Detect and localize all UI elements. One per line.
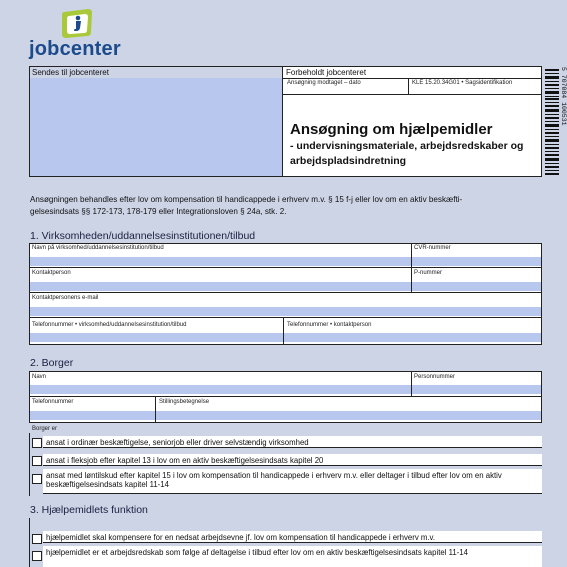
barcode-number: 5 707084 100531 [560,67,567,126]
form-subtitle-line1: - undervisningsmateriale, arbejdsredskaber og [290,140,524,152]
pnummer-input[interactable] [412,282,541,291]
jobcenter-logo-text: jobcenter [29,38,121,60]
email-label: Kontaktpersonens e-mail [32,295,99,301]
intro-line2: gelsesindsats §§ 172-173, 178-179 eller Integrationsloven § 24a, stk. 2. [30,207,287,216]
telefon-virksomhed-input[interactable] [30,333,283,342]
personnummer-label: Personnummer [414,374,456,380]
option-ordinaer-checkbox[interactable] [32,438,42,448]
barcode-number-wrap [560,67,567,177]
modtaget-label: Ansøgning modtaget – dato [287,80,361,86]
kontaktperson-input[interactable] [30,282,411,291]
divider [29,396,542,397]
forbeholdt-label: Forbeholdt jobcenteret [286,68,367,77]
barcode [545,67,567,177]
borger-er-label: Borger er [32,426,58,432]
option-arbejdsredskab-label: hjælpemidlet er et arbejdsredskab som følge af deltagelse i tilbud efter lov om en aktiv beskæftigelsesindsats kapitel 11-14 [46,548,468,557]
divider [408,78,409,94]
divider [29,317,542,318]
stilling-label: Stillingsbetegnelse [159,399,210,405]
option-arbejdsredskab-checkbox[interactable] [32,551,42,561]
section3-title: 3. Hjælpemidlets funktion [30,504,148,516]
sendes-label: Sendes til jobcenteret [32,68,109,77]
telefon-virksomhed-label: Telefonnummer • virksomhed/uddannelsesinstitution/tilbud [32,322,187,328]
option-kompensation-label: hjælpemidlet skal kompensere for en nedsat arbejdsevne jf. lov om kompensation til handicappede i erhverv m.v. [46,533,436,542]
kontaktperson-label: Kontaktperson [32,270,71,276]
borger-telefon-input[interactable] [30,411,155,420]
option-ordinaer-label: ansat i ordinær beskæftigelse, seniorjob eller driver selvstændig virksomhed [46,438,309,447]
jobcenter-logo-mark [60,8,93,39]
divider [283,78,541,79]
cvr-input[interactable] [412,257,541,266]
borger-telefon-label: Telefonnummer [32,399,74,405]
form-subtitle-line2: arbejdspladsindretning [290,155,407,167]
option-fleksjob-checkbox[interactable] [32,456,42,466]
borger-navn-input[interactable] [30,385,411,394]
virksomhed-navn-label: Navn på virksomhed/uddannelsesinstitution/tilbud [32,245,164,251]
kle-label: KLE 15.20.34G01 • Sagsidentifikation [412,80,513,86]
section1-title: 1. Virksomheden/uddannelsesinstitutionen/tilbud [30,230,256,242]
pnummer-label: P-nummer [414,270,443,276]
form-title: Ansøgning om hjælpemidler [290,121,493,138]
cvr-label: CVR-nummer [414,245,451,251]
telefon-kontakt-input[interactable] [284,333,541,342]
section2-title: 2. Borger [30,357,74,369]
personnummer-input[interactable] [412,385,541,394]
option-loentilskud-checkbox[interactable] [32,474,42,484]
email-input[interactable] [30,307,541,316]
sendes-address-field[interactable] [30,78,282,176]
barcode-bars-icon [545,67,559,177]
virksomhed-navn-input[interactable] [30,257,411,266]
option-fleksjob-label: ansat i fleksjob efter kapitel 13 i lov om en aktiv beskæftigelsesindsats kapitel 20 [46,456,324,465]
telefon-kontakt-label: Telefonnummer • kontaktperson [287,322,372,328]
option-loentilskud-label: ansat med løntilskud efter kapitel 15 i lov om kompensation til handicappede i erhverv m.v. eller deltager i tilbud efter lov om en aktiv beskæftigelsesindsats kapitel 11-14 [46,471,502,489]
borger-navn-label: Navn [32,374,47,380]
divider [29,267,542,268]
option-kompensation-checkbox[interactable] [32,534,42,544]
stilling-input[interactable] [156,411,541,420]
divider [283,94,541,95]
intro-line1: Ansøgningen behandles efter lov om kompensation til handicappede i erhverv m.v. § 15 f-j eller lov om en aktiv beskæfti- [30,195,463,204]
divider [29,292,542,293]
